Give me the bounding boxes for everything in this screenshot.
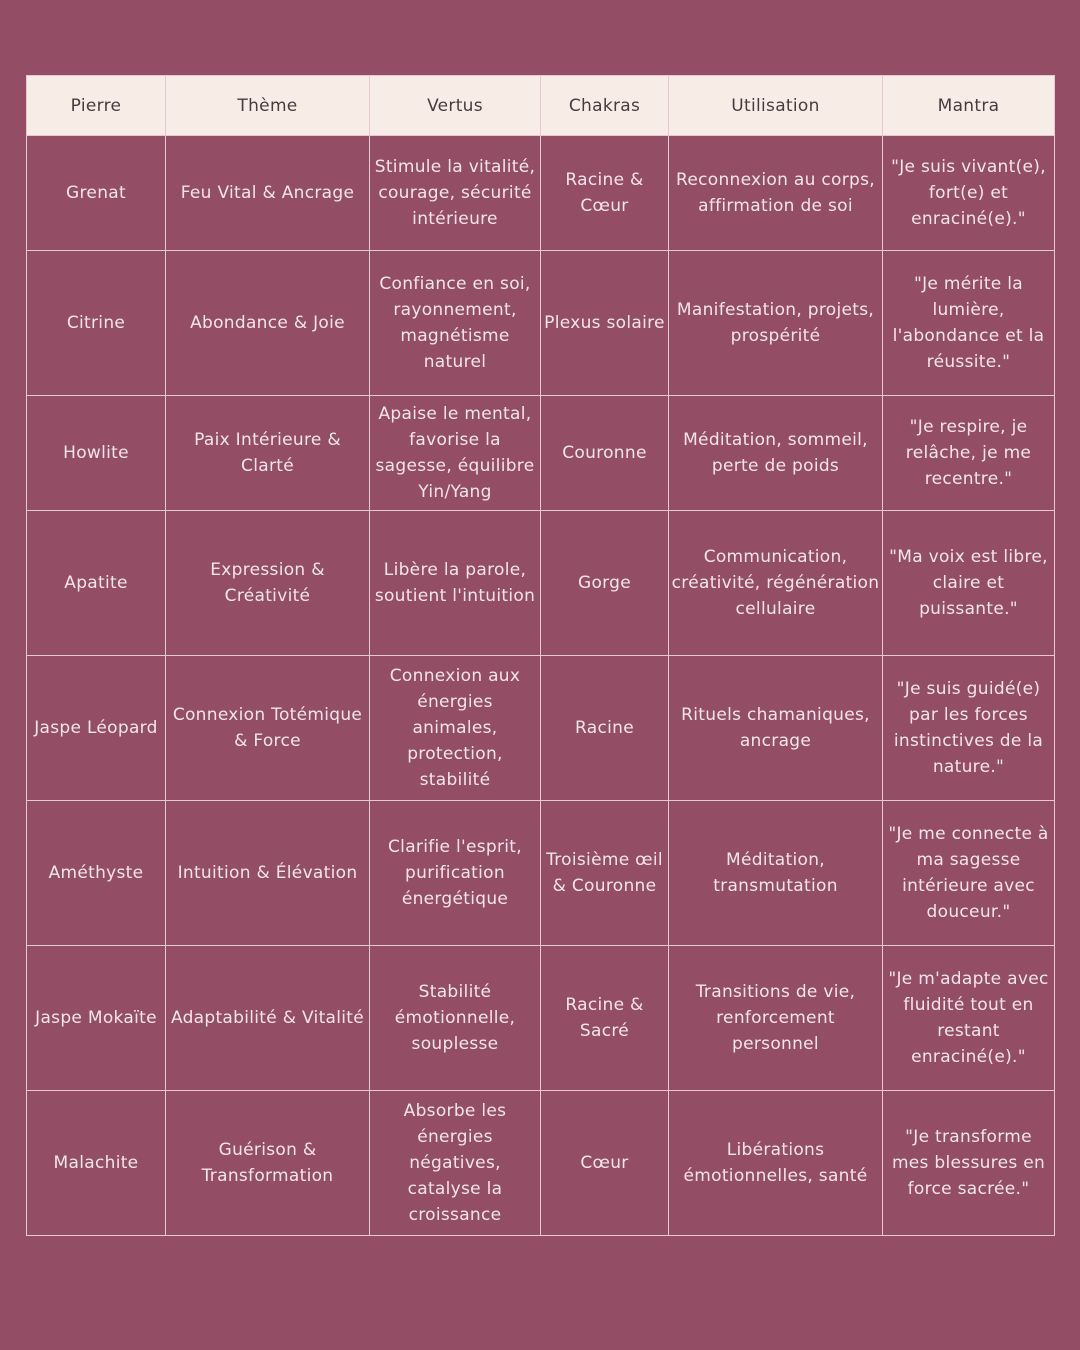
- cell-mantra: "Je suis guidé(e) par les forces instinctives de la nature.": [883, 656, 1055, 801]
- header-pierre: Pierre: [27, 76, 166, 136]
- cell-chakras: Racine & Sacré: [541, 946, 669, 1091]
- cell-theme: Guérison & Transformation: [166, 1091, 370, 1236]
- cell-vertus: Stimule la vitalité, courage, sécurité intérieure: [370, 136, 541, 251]
- cell-utilisation: Rituels chamaniques, ancrage: [669, 656, 883, 801]
- cell-mantra: "Je suis vivant(e), fort(e) et enraciné(e).": [883, 136, 1055, 251]
- table-row: [27, 801, 1055, 946]
- cell-vertus: Stabilité émotionnelle, souplesse: [370, 946, 541, 1091]
- cell-chakras: Couronne: [541, 396, 669, 511]
- cell-pierre: Grenat: [27, 136, 166, 251]
- cell-pierre: Citrine: [27, 251, 166, 396]
- cell-utilisation: Transitions de vie, renforcement personnel: [669, 946, 883, 1091]
- cell-theme: Expression & Créativité: [166, 511, 370, 656]
- cell-chakras: Racine & Cœur: [541, 136, 669, 251]
- cell-mantra: "Je m'adapte avec fluidité tout en restant enraciné(e).": [883, 946, 1055, 1091]
- cell-vertus: Absorbe les énergies négatives, catalyse la croissance: [370, 1091, 541, 1236]
- cell-theme: Intuition & Élévation: [166, 801, 370, 946]
- header-vertus: Vertus: [370, 76, 541, 136]
- cell-chakras: Racine: [541, 656, 669, 801]
- cell-theme: Paix Intérieure & Clarté: [166, 396, 370, 511]
- cell-pierre: Jaspe Léopard: [27, 656, 166, 801]
- table-row: [27, 396, 1055, 511]
- cell-vertus: Clarifie l'esprit, purification énergétique: [370, 801, 541, 946]
- cell-mantra: "Je transforme mes blessures en force sacrée.": [883, 1091, 1055, 1236]
- table-row: [27, 946, 1055, 1091]
- cell-pierre: Malachite: [27, 1091, 166, 1236]
- cell-theme: Feu Vital & Ancrage: [166, 136, 370, 251]
- cell-chakras: Troisième œil & Couronne: [541, 801, 669, 946]
- table-row: [27, 251, 1055, 396]
- cell-utilisation: Méditation, sommeil, perte de poids: [669, 396, 883, 511]
- header-chakras: Chakras: [541, 76, 669, 136]
- cell-vertus: Libère la parole, soutient l'intuition: [370, 511, 541, 656]
- cell-utilisation: Reconnexion au corps, affirmation de soi: [669, 136, 883, 251]
- cell-theme: Abondance & Joie: [166, 251, 370, 396]
- cell-mantra: "Ma voix est libre, claire et puissante.": [883, 511, 1055, 656]
- cell-pierre: Jaspe Mokaïte: [27, 946, 166, 1091]
- cell-chakras: Cœur: [541, 1091, 669, 1236]
- table-header-row: [27, 76, 1055, 136]
- cell-theme: Connexion Totémique & Force: [166, 656, 370, 801]
- table-row: [27, 1091, 1055, 1236]
- cell-pierre: Apatite: [27, 511, 166, 656]
- header-utilisation: Utilisation: [669, 76, 883, 136]
- header-theme: Thème: [166, 76, 370, 136]
- stones-table: [26, 75, 1055, 1236]
- cell-utilisation: Manifestation, projets, prospérité: [669, 251, 883, 396]
- cell-mantra: "Je respire, je relâche, je me recentre.": [883, 396, 1055, 511]
- cell-mantra: "Je me connecte à ma sagesse intérieure avec douceur.": [883, 801, 1055, 946]
- cell-vertus: Connexion aux énergies animales, protection, stabilité: [370, 656, 541, 801]
- table-row: [27, 136, 1055, 251]
- header-mantra: Mantra: [883, 76, 1055, 136]
- cell-chakras: Gorge: [541, 511, 669, 656]
- cell-pierre: Améthyste: [27, 801, 166, 946]
- cell-vertus: Apaise le mental, favorise la sagesse, équilibre Yin/Yang: [370, 396, 541, 511]
- cell-utilisation: Communication, créativité, régénération cellulaire: [669, 511, 883, 656]
- cell-vertus: Confiance en soi, rayonnement, magnétisme naturel: [370, 251, 541, 396]
- table-row: [27, 656, 1055, 801]
- cell-utilisation: Méditation, transmutation: [669, 801, 883, 946]
- cell-theme: Adaptabilité & Vitalité: [166, 946, 370, 1091]
- cell-utilisation: Libérations émotionnelles, santé: [669, 1091, 883, 1236]
- cell-pierre: Howlite: [27, 396, 166, 511]
- cell-mantra: "Je mérite la lumière, l'abondance et la réussite.": [883, 251, 1055, 396]
- cell-chakras: Plexus solaire: [541, 251, 669, 396]
- table-row: [27, 511, 1055, 656]
